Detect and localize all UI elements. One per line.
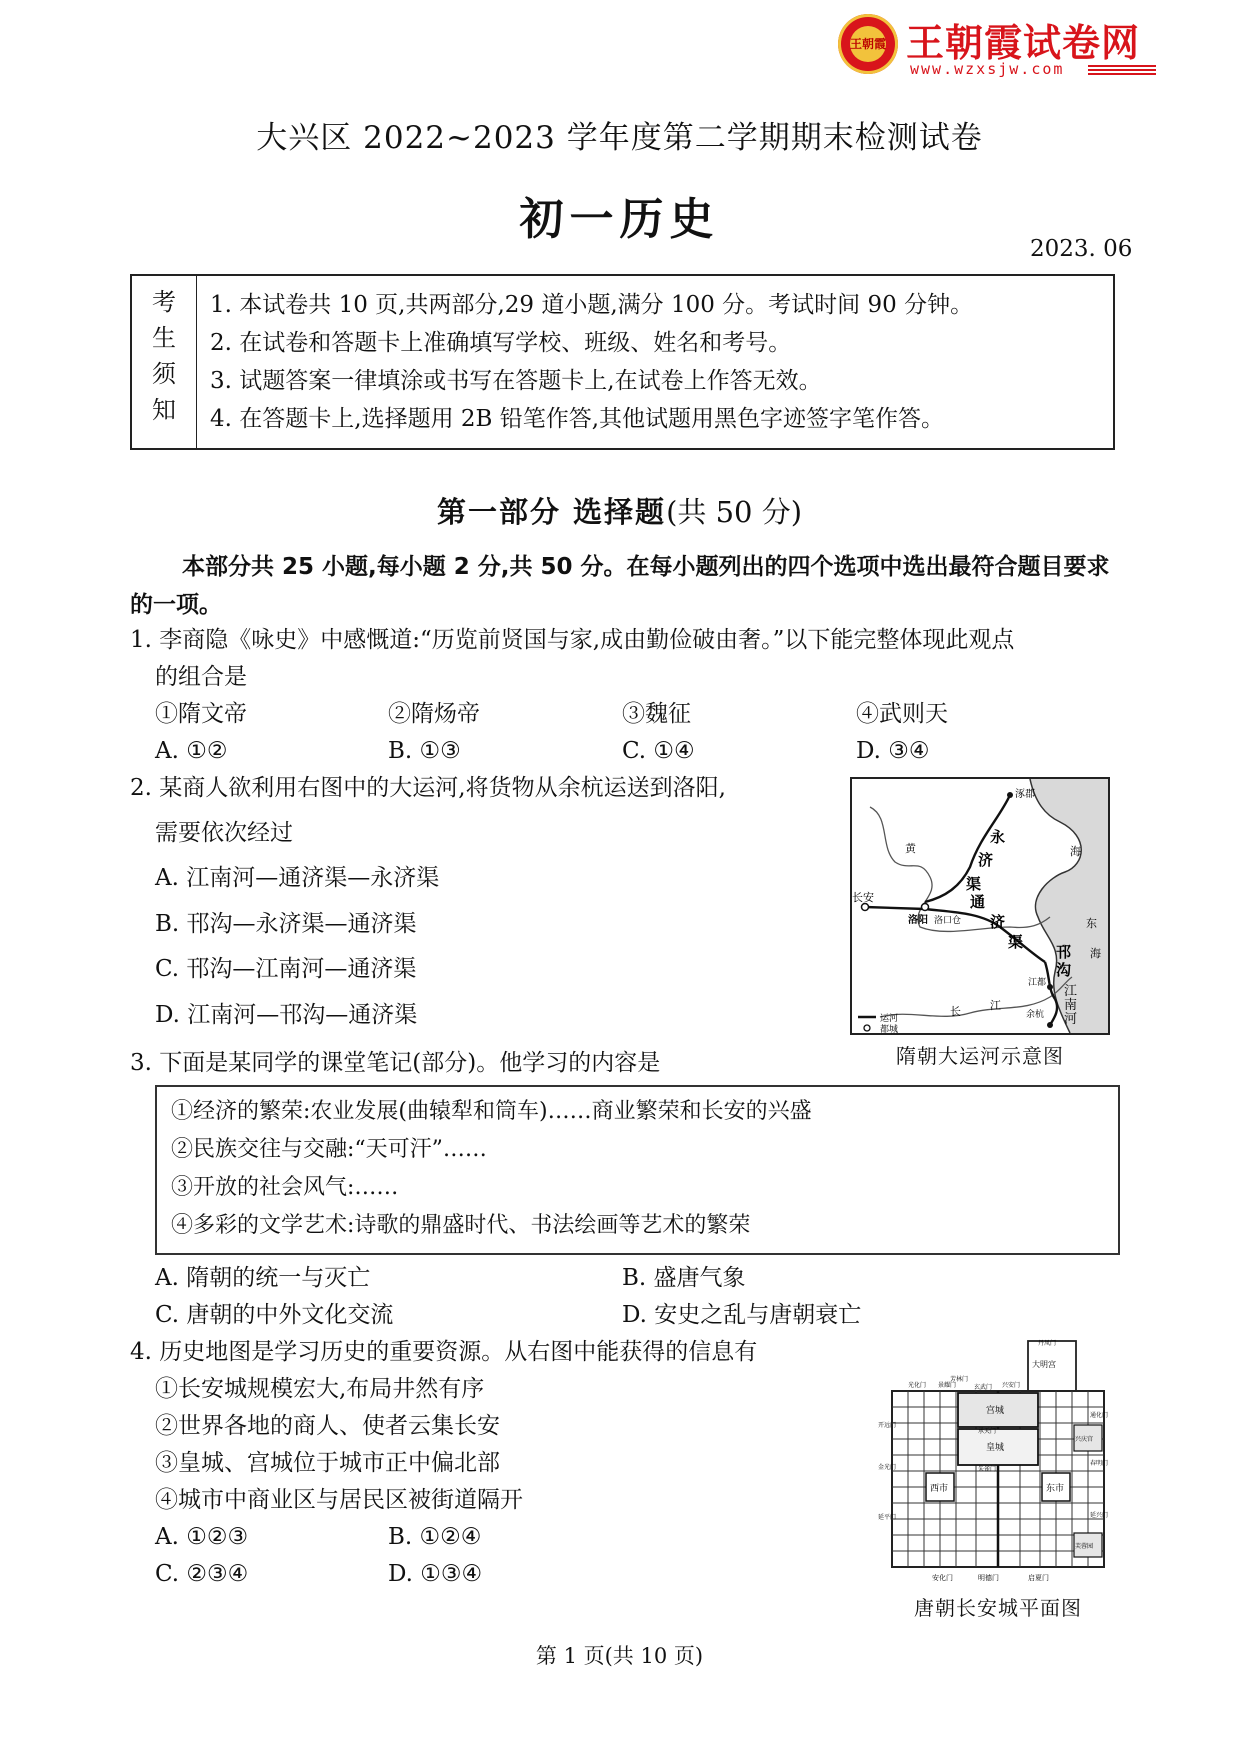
label-daminggong: 大明宫 — [1032, 1360, 1056, 1369]
q3-note: ②民族交往与交融:“天可汗”…… — [171, 1137, 487, 1162]
label-zhuojun: 涿郡 — [1015, 789, 1035, 800]
page-footer: 第 1 页(共 10 页) — [535, 1644, 704, 1668]
jiangdu-dot — [1047, 984, 1053, 990]
label-jiang2: 江 — [990, 999, 1001, 1012]
q2-option-b[interactable]: B. 邗沟—永济渠—通济渠 — [155, 911, 417, 937]
q1-stem-line1: 1. 李商隐《咏史》中感慨道:“历览前贤国与家,成由勤俭破由奢。”以下能完整体现此观点 — [130, 627, 1015, 653]
zhuojun-dot — [1007, 792, 1013, 798]
label-mingdemen: 明德门 — [978, 1574, 999, 1582]
q3-note: ③开放的社会风气:…… — [171, 1175, 399, 1200]
q2-map-caption: 隋朝大运河示意图 — [896, 1044, 1064, 1068]
q3-option-b[interactable]: B. 盛唐气象 — [622, 1265, 746, 1291]
notice-item: 3. 试题答案一律填涂或书写在答题卡上,在试卷上作答无效。 — [210, 368, 822, 394]
label-dongshi: 东市 — [1046, 1484, 1065, 1494]
q4-option-c[interactable]: C. ②③④ — [155, 1561, 249, 1587]
q2-option-d[interactable]: D. 江南河—邗沟—通济渠 — [155, 1002, 418, 1028]
q1-option-c[interactable]: C. ①④ — [622, 738, 695, 764]
q4-item: ①长安城规模宏大,布局井然有序 — [155, 1376, 485, 1402]
label-gongcheng: 宫城 — [986, 1406, 1005, 1416]
label-qu: 渠 — [966, 875, 982, 893]
part1-title-score: (共 50 分) — [666, 495, 803, 529]
candidate-notice-box — [130, 274, 1115, 450]
notice-item: 1. 本试卷共 10 页,共两部分,29 道小题,满分 100 分。考试时间 90 分钟。 — [210, 292, 974, 318]
q3-option-a[interactable]: A. 隋朝的统一与灭亡 — [155, 1265, 371, 1291]
q1-item: ④武则天 — [856, 701, 948, 727]
logo-stripes-decoration — [1088, 65, 1156, 75]
label-luokou: 洛口仓 — [934, 916, 962, 926]
label-sea1: 海 — [1070, 845, 1081, 858]
q2-option-a[interactable]: A. 江南河—通济渠—永济渠 — [155, 865, 440, 891]
q4-option-b[interactable]: B. ①②④ — [388, 1524, 482, 1550]
label-ji: 济 — [978, 851, 994, 869]
q4-item: ④城市中商业区与居民区被街道隔开 — [155, 1487, 523, 1513]
logo-title: 王朝霞试卷网 — [906, 21, 1141, 65]
label-zhuquemen: 朱雀门 — [978, 1466, 997, 1473]
label-yanpingmen: 延平门 — [878, 1514, 897, 1521]
label-anhuamen: 安化门 — [932, 1574, 953, 1582]
notice-side-char: 考 — [152, 288, 176, 316]
label-tonghuamen: 通化门 — [1090, 1412, 1109, 1419]
label-xinganmen: 兴安门 — [1002, 1382, 1021, 1389]
q2-stem-line2: 需要依次经过 — [155, 820, 293, 846]
subject-title: 初一历史 — [519, 194, 720, 245]
label-ji2: 济 — [990, 913, 1006, 931]
label-xingqinggong: 兴庆宫 — [1075, 1436, 1094, 1443]
q1-item: ①隋文帝 — [155, 701, 247, 727]
notice-side-label — [132, 276, 197, 448]
label-huang: 黄 — [905, 842, 916, 855]
label-chengtianmen: 承天门 — [978, 1428, 997, 1435]
label-sea2: 海 — [1090, 947, 1101, 960]
label-nan: 南 — [1064, 998, 1078, 1013]
q3-notes-box — [155, 1085, 1120, 1255]
luoyang-dot — [922, 904, 929, 911]
label-he: 河 — [1064, 1012, 1078, 1027]
q1-item: ③魏征 — [622, 701, 691, 727]
q3-stem: 3. 下面是某同学的课堂笔记(部分)。他学习的内容是 — [130, 1050, 661, 1076]
q2-option-c[interactable]: C. 邗沟—江南河—通济渠 — [155, 956, 417, 982]
q3-note: ④多彩的文学艺术:诗歌的鼎盛时代、书法绘画等艺术的繁荣 — [171, 1213, 751, 1238]
label-jinguangmen: 金光门 — [878, 1464, 897, 1471]
notice-side-char: 须 — [152, 360, 176, 388]
label-tong: 通 — [970, 893, 986, 911]
q1-option-b[interactable]: B. ①③ — [388, 738, 461, 764]
legend-city-label: 都城 — [880, 1025, 899, 1035]
q1-option-a[interactable]: A. ①② — [155, 738, 228, 764]
q4-option-a[interactable]: A. ①②③ — [155, 1524, 249, 1550]
q4-stem: 4. 历史地图是学习历史的重要资源。从右图中能获得的信息有 — [130, 1339, 758, 1365]
label-han: 邗 — [1056, 943, 1072, 961]
q1-item: ②隋炀帝 — [388, 701, 480, 727]
logo-badge-icon — [838, 14, 898, 74]
label-yanxingmen: 延兴门 — [1090, 1512, 1109, 1519]
label-xishi: 西市 — [930, 1484, 949, 1494]
site-watermark-logo — [838, 10, 1158, 80]
label-danfengmen: 丹凤门 — [1038, 1340, 1057, 1347]
q1-stem-line2: 的组合是 — [155, 664, 247, 690]
label-gou: 沟 — [1056, 961, 1072, 979]
label-furongyuan: 芙蓉园 — [1075, 1543, 1094, 1550]
label-jiangdu: 江都 — [1028, 978, 1047, 988]
label-changan: 长安 — [852, 891, 874, 904]
q3-note: ①经济的繁荣:农业发展(曲辕犁和筒车)……商业繁荣和长安的兴盛 — [171, 1099, 812, 1124]
q1-option-d[interactable]: D. ③④ — [856, 738, 930, 764]
label-jingyaomen: 景耀门 — [938, 1382, 957, 1389]
q4-option-d[interactable]: D. ①③④ — [388, 1561, 483, 1587]
exam-title: 大兴区 2022~2023 学年度第二学期期末检测试卷 — [256, 120, 983, 156]
notice-side-char: 生 — [152, 324, 176, 352]
legend-canal-label: 运河 — [880, 1014, 899, 1024]
logo-badge-text: 王朝霞 — [850, 26, 886, 62]
label-guanghuamen: 光化门 — [908, 1382, 927, 1389]
label-huangcheng: 皇城 — [986, 1443, 1005, 1453]
part1-intro: 本部分共 25 小题,每小题 2 分,共 50 分。在每小题列出的四个选项中选出最符合题目要求的一项。 — [130, 554, 1110, 618]
label-fanglinmen: 芳林门 — [950, 1376, 969, 1383]
q4-item: ②世界各地的商人、使者云集长安 — [155, 1413, 500, 1439]
label-yong: 永 — [990, 828, 1006, 846]
logo-url: www.wzxsjw.com — [910, 60, 1065, 78]
label-yuhang: 余杭 — [1026, 1010, 1045, 1020]
exam-date: 2023. 06 — [1030, 236, 1133, 262]
notice-item: 4. 在答题卡上,选择题用 2B 铅笔作答,其他试题用黑色字迹签字笔作答。 — [210, 406, 945, 432]
notice-items — [210, 286, 1105, 438]
q2-stem-line1: 2. 某商人欲利用右图中的大运河,将货物从余杭运送到洛阳, — [130, 775, 726, 801]
label-dong: 东 — [1086, 917, 1097, 930]
q4-map-caption: 唐朝长安城平面图 — [914, 1596, 1082, 1620]
q3-option-d[interactable]: D. 安史之乱与唐朝衰亡 — [622, 1302, 862, 1328]
label-qixiamen: 启夏门 — [1028, 1574, 1049, 1582]
part1-title — [0, 490, 1239, 531]
notice-item: 2. 在试卷和答题卡上准确填写学校、班级、姓名和考号。 — [210, 330, 792, 356]
changan-city-map — [878, 1337, 1118, 1585]
label-chunmingmen: 春明门 — [1090, 1460, 1109, 1467]
label-jiang: 江 — [1064, 984, 1078, 999]
q4-item: ③皇城、宫城位于城市正中偏北部 — [155, 1450, 500, 1476]
part1-title-main: 第一部分 选择题 — [436, 495, 667, 529]
label-luoyang: 洛阳 — [908, 915, 928, 926]
label-kaiyuanmen: 开远门 — [878, 1422, 897, 1429]
yuhang-dot — [1047, 1022, 1053, 1028]
changan-dot — [862, 904, 869, 911]
label-qu2: 渠 — [1008, 933, 1024, 951]
grand-canal-map — [850, 777, 1110, 1035]
q3-option-c[interactable]: C. 唐朝的中外文化交流 — [155, 1302, 394, 1328]
label-chang: 长 — [950, 1005, 961, 1018]
label-xuanwumen: 玄武门 — [974, 1384, 993, 1391]
notice-side-char: 知 — [152, 396, 176, 424]
legend-city-dot — [864, 1025, 870, 1031]
